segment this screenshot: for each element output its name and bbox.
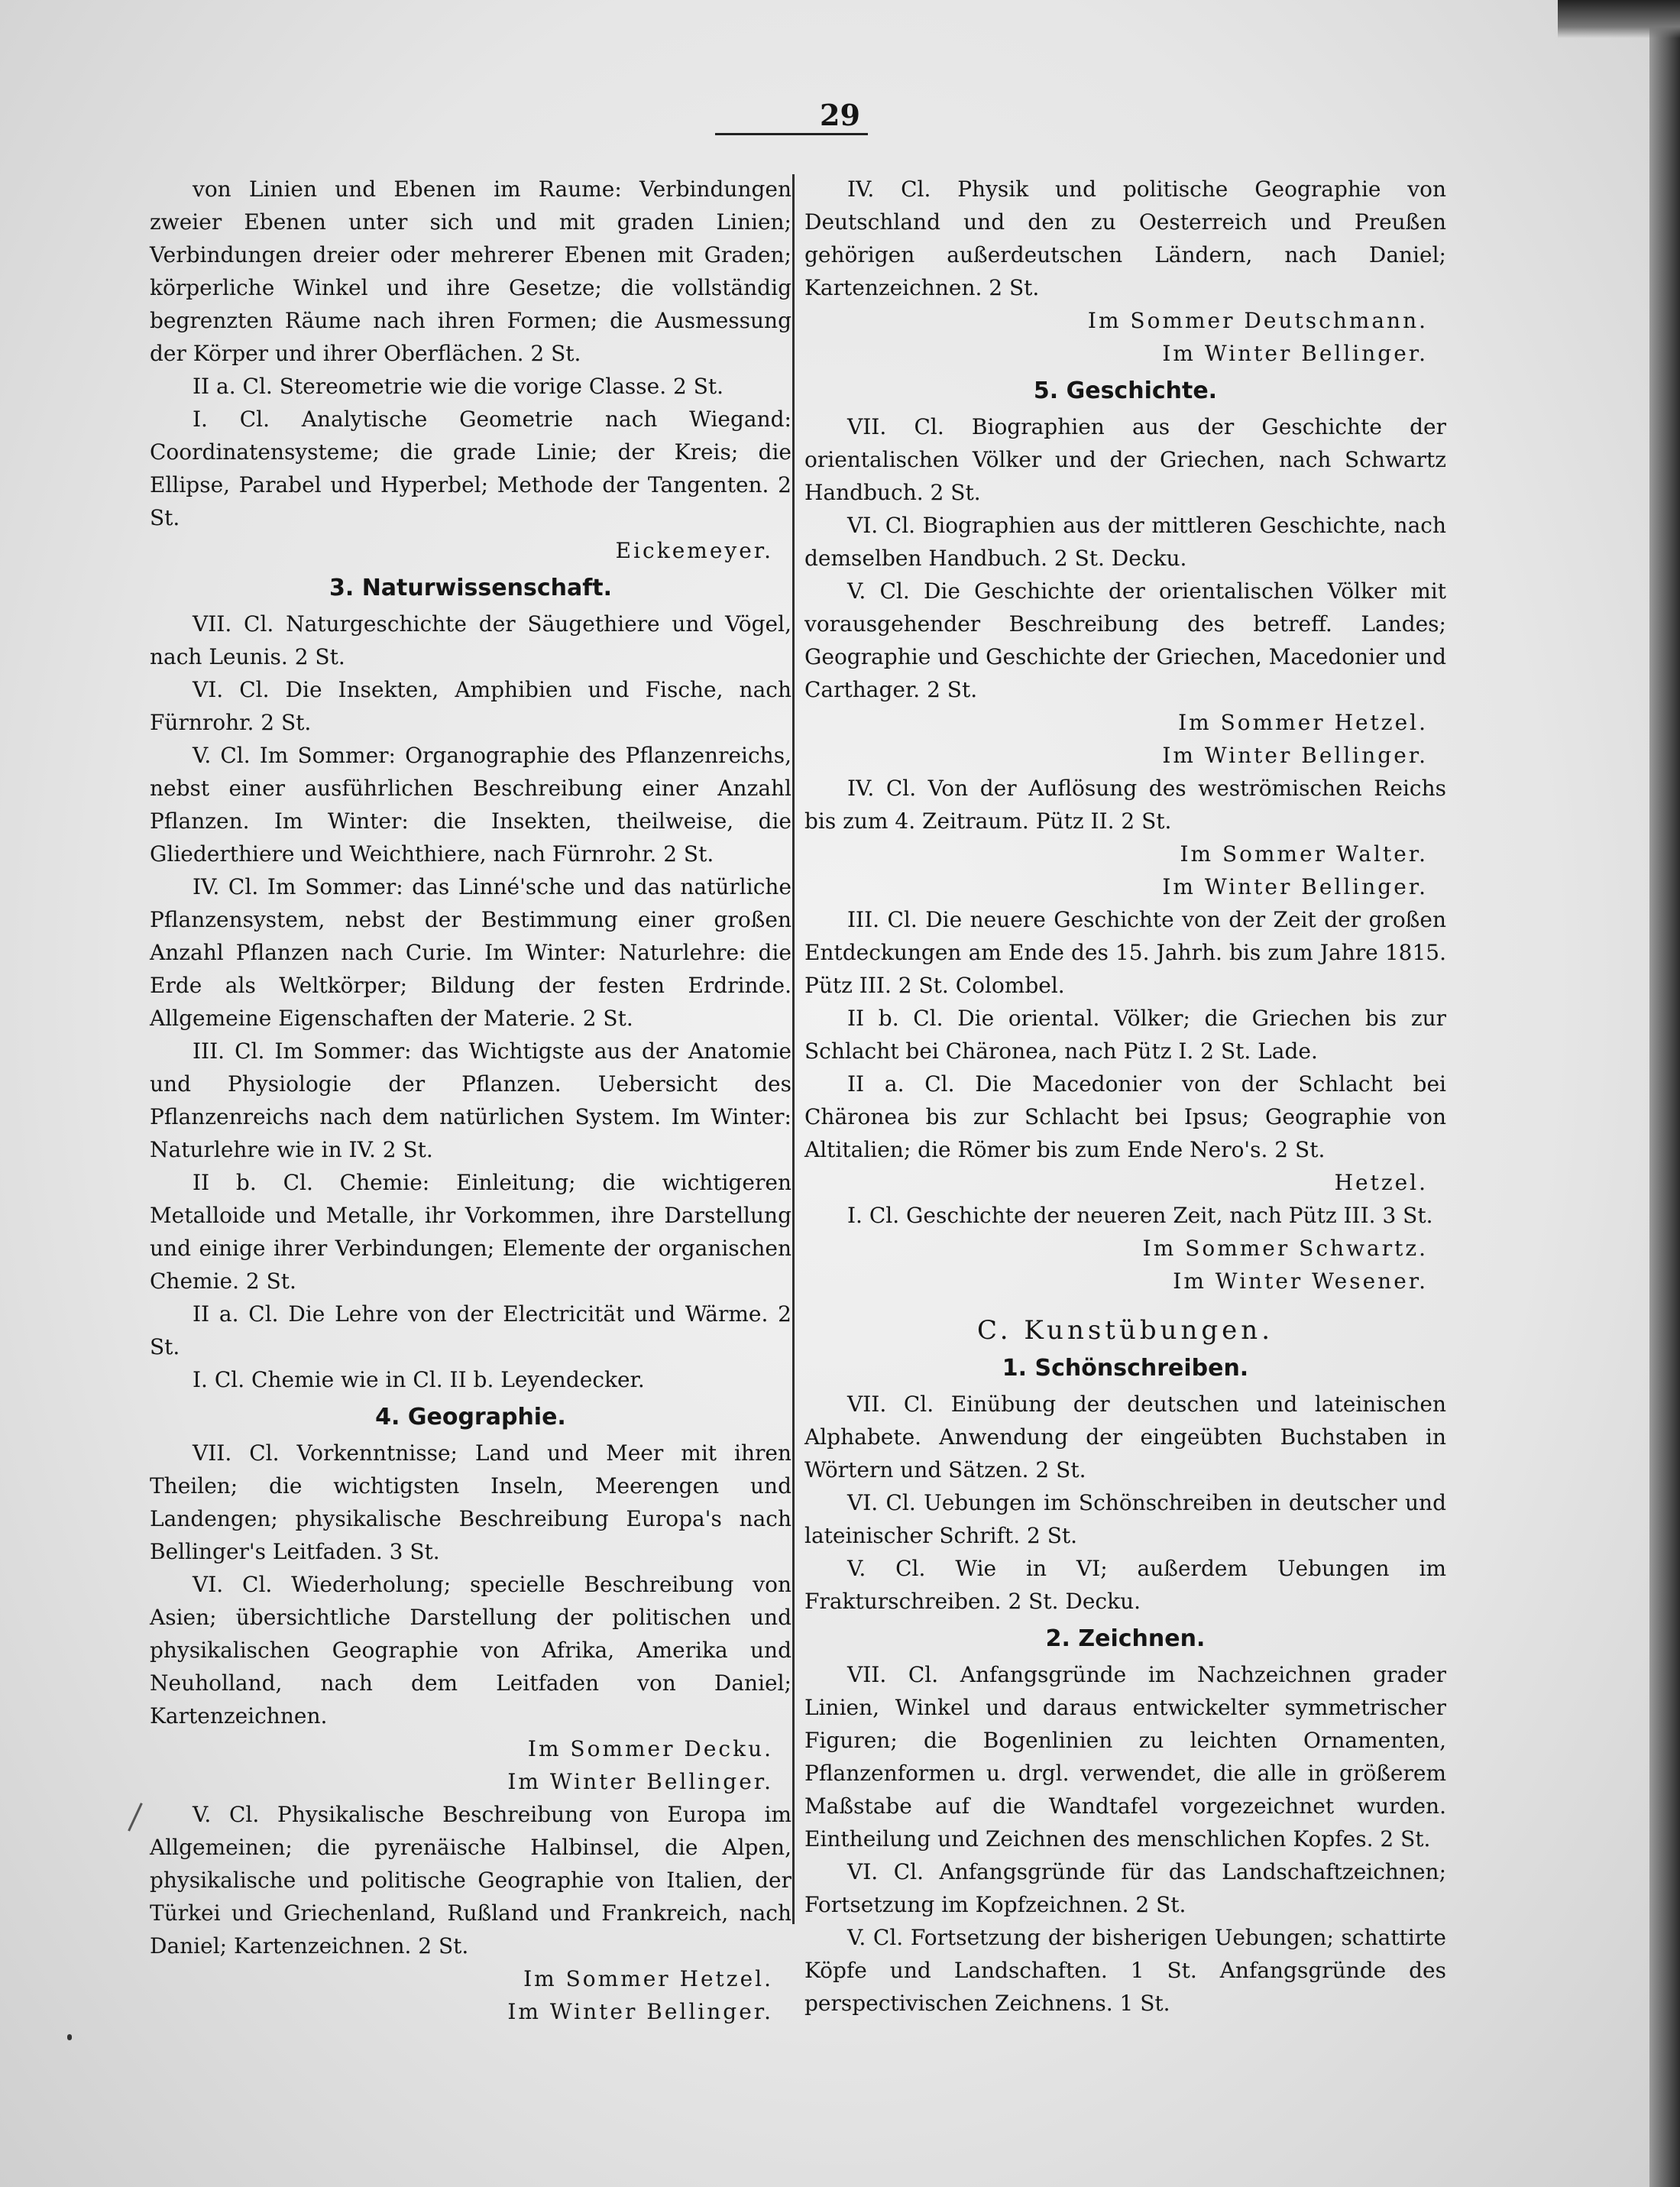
paragraph: II a. Cl. Die Lehre von der Electricität und Wärme. 2 St. xyxy=(150,1301,791,1359)
teacher-name: Im Sommer Schwartz. xyxy=(1142,1236,1428,1261)
paragraph: VI. Cl. Uebungen im Schönschreiben in deutscher und lateinischer Schrift. 2 St. xyxy=(804,1490,1446,1548)
teacher-name: Im Winter Bellinger. xyxy=(1162,874,1428,899)
paragraph: III. Cl. Im Sommer: das Wichtigste aus der Anatomie und Physiologie der Pflanzen. Uebersicht des Pflanzenreichs nach dem natürlichen System. Im Winter: Naturlehre wie in IV. 2 St. xyxy=(150,1038,791,1162)
paragraph: V. Cl. Im Sommer: Organographie des Pflanzenreichs, nebst einer ausführlichen Beschreibung einer Anzahl Pflanzen. Im Winter: die Insekten, theilweise, die Gliederthiere und Weichthiere, nach Fürnrohr. 2 St. xyxy=(150,743,791,867)
paragraph: III. Cl. Die neuere Geschichte von der Zeit der großen Entdeckungen am Ende des 15. Jahrh. bis zum Jahre 1815. Pütz III. 2 St. Colombel. xyxy=(804,907,1446,998)
paragraph: VI. Cl. Wiederholung; specielle Beschreibung von Asien; übersichtliche Darstellung der politischen und physikalischen Geographie von Afrika, Amerika und Neuholland, nach dem Leitfaden von Daniel; Kartenzeichnen. xyxy=(150,1572,791,1729)
paragraph: V. Cl. Fortsetzung der bisherigen Uebungen; schattirte Köpfe und Landschaften. 1 St. Anfangsgründe des perspectivischen Zeichnens. 1 St. xyxy=(804,1925,1446,2016)
teacher-name: Im Winter Bellinger. xyxy=(1162,743,1428,768)
paragraph: IV. Cl. Im Sommer: das Linné'sche und das natürliche Pflanzensystem, nebst der Bestimmung einer großen Anzahl Pflanzen nach Curie. Im Winter: Naturlehre: die Erde als Weltkörper; Bildung der festen Erdrinde. Allgemeine Eigenschaften der Materie. 2 St. xyxy=(150,874,791,1031)
paragraph: V. Cl. Wie in VI; außerdem Uebungen im Frakturschreiben. 2 St. Decku. xyxy=(804,1556,1446,1614)
paragraph: II a. Cl. Stereometrie wie die vorige Classe. 2 St. xyxy=(193,374,724,399)
right-column xyxy=(804,173,1446,2020)
teacher-name: Im Sommer Hetzel. xyxy=(523,1966,773,1991)
teacher-name: Im Sommer Walter. xyxy=(1180,841,1428,867)
column-divider xyxy=(792,174,795,1924)
ink-mark xyxy=(128,1803,150,1835)
paragraph: VII. Cl. Anfangsgründe im Nachzeichnen grader Linien, Winkel und daraus entwickelter symmetrischer Figuren; die Bogenlinien zu leichten Ornamenten, Pflanzenformen u. drgl. verwendet, die alle in größerem Maßstabe auf die Wandtafel vorgezeichnet wurden. Eintheilung und Zeichnen des menschlichen Kopfes. 2 St. xyxy=(804,1662,1446,1852)
paragraph: VI. Cl. Anfangsgründe für das Landschaftzeichnen; Fortsetzung im Kopfzeichnen. 2 St. xyxy=(804,1859,1446,1917)
teacher-name: Im Sommer Hetzel. xyxy=(1178,710,1428,735)
scan-edge-shadow xyxy=(1649,0,1680,2187)
page-number-rule xyxy=(715,133,868,135)
teacher-name: Im Winter Wesener. xyxy=(1173,1268,1428,1294)
paragraph: II a. Cl. Die Macedonier von der Schlacht bei Chäronea bis zur Schlacht bei Ipsus; Geographie von Altitalien; die Römer bis zum Ende Nero's. 2 St. xyxy=(804,1071,1446,1162)
section-heading: 3. Naturwissenschaft. xyxy=(329,575,612,601)
page-number: 29 xyxy=(820,98,860,132)
teacher-name: Im Sommer Deutschmann. xyxy=(1087,308,1428,333)
paragraph: I. Cl. Geschichte der neueren Zeit, nach Pütz III. 3 St. xyxy=(847,1203,1433,1228)
paragraph: VII. Cl. Vorkenntnisse; Land und Meer mit ihren Theilen; die wichtigsten Inseln, Meerengen und Landengen; physikalische Beschreibung Europa's nach Bellinger's Leitfaden. 3 St. xyxy=(150,1440,791,1564)
paragraph: von Linien und Ebenen im Raume: Verbindungen zweier Ebenen unter sich und mit graden Linien; Verbindungen dreier oder mehrerer Ebenen mit Graden; körperliche Winkel und ihre Gesetze; die vollständig begrenzten Räume nach ihren Formen; die Ausmessung der Körper und ihrer Oberflächen. 2 St. xyxy=(150,177,791,366)
paragraph: I. Cl. Analytische Geometrie nach Wiegand: Coordinatensysteme; die grade Linie; der Kreis; die Ellipse, Parabel und Hyperbel; Methode der Tangenten. 2 St. xyxy=(150,407,791,530)
teacher-name: Eickemeyer. xyxy=(615,538,773,563)
paragraph: V. Cl. Physikalische Beschreibung von Europa im Allgemeinen; die pyrenäische Halbinsel, die Alpen, physikalische und politische Geographie von Italien, der Türkei und Griechenland, Rußland und Frankreich, nach Daniel; Kartenzeichnen. 2 St. xyxy=(150,1802,791,1959)
paragraph: IV. Cl. Von der Auflösung des weströmischen Reichs bis zum 4. Zeitraum. Pütz II. 2 St. xyxy=(804,776,1446,834)
left-column xyxy=(150,173,791,2028)
section-heading: 4. Geographie. xyxy=(375,1404,566,1430)
teacher-name: Im Winter Bellinger. xyxy=(1162,341,1428,366)
teacher-name: Im Winter Bellinger. xyxy=(507,1769,773,1794)
teacher-name: Im Sommer Decku. xyxy=(527,1736,773,1761)
ink-dot xyxy=(67,2034,72,2040)
part-heading: C. Kunstübungen. xyxy=(976,1315,1274,1346)
section-heading: 2. Zeichnen. xyxy=(1045,1625,1206,1652)
paragraph: VII. Cl. Biographien aus der Geschichte der orientalischen Völker und der Griechen, nach Schwartz Handbuch. 2 St. xyxy=(804,414,1446,505)
paragraph: I. Cl. Chemie wie in Cl. II b. Leyendecker. xyxy=(193,1367,645,1392)
paragraph: VI. Cl. Die Insekten, Amphibien und Fische, nach Fürnrohr. 2 St. xyxy=(150,677,791,735)
paragraph: VI. Cl. Biographien aus der mittleren Geschichte, nach demselben Handbuch. 2 St. Decku. xyxy=(804,513,1446,571)
paragraph: VII. Cl. Naturgeschichte der Säugethiere und Vögel, nach Leunis. 2 St. xyxy=(150,611,791,669)
section-heading: 1. Schönschreiben. xyxy=(1002,1355,1249,1382)
paragraph: V. Cl. Die Geschichte der orientalischen Völker mit vorausgehender Beschreibung des betreff. Landes; Geographie und Geschichte der Griechen, Macedonier und Carthager. 2 St. xyxy=(804,578,1446,702)
scan-corner-shadow xyxy=(1558,0,1680,38)
paragraph: VII. Cl. Einübung der deutschen und lateinischen Alphabete. Anwendung der eingeübten Buchstaben in Wörtern und Sätzen. 2 St. xyxy=(804,1392,1446,1482)
section-heading: 5. Geschichte. xyxy=(1033,377,1218,404)
teacher-name: Im Winter Bellinger. xyxy=(507,1999,773,2024)
teacher-name: Hetzel. xyxy=(1334,1170,1428,1195)
paragraph: II b. Cl. Chemie: Einleitung; die wichtigeren Metalloide und Metalle, ihr Vorkommen, ihre Darstellung und einige ihrer Verbindungen; Elemente der organischen Chemie. 2 St. xyxy=(150,1170,791,1294)
paragraph: IV. Cl. Physik und politische Geographie von Deutschland und den zu Oesterreich und Preußen gehörigen außerdeutschen Ländern, nach Daniel; Kartenzeichnen. 2 St. xyxy=(804,177,1446,300)
paragraph: II b. Cl. Die oriental. Völker; die Griechen bis zur Schlacht bei Chäronea, nach Pütz I. 2 St. Lade. xyxy=(804,1006,1446,1064)
